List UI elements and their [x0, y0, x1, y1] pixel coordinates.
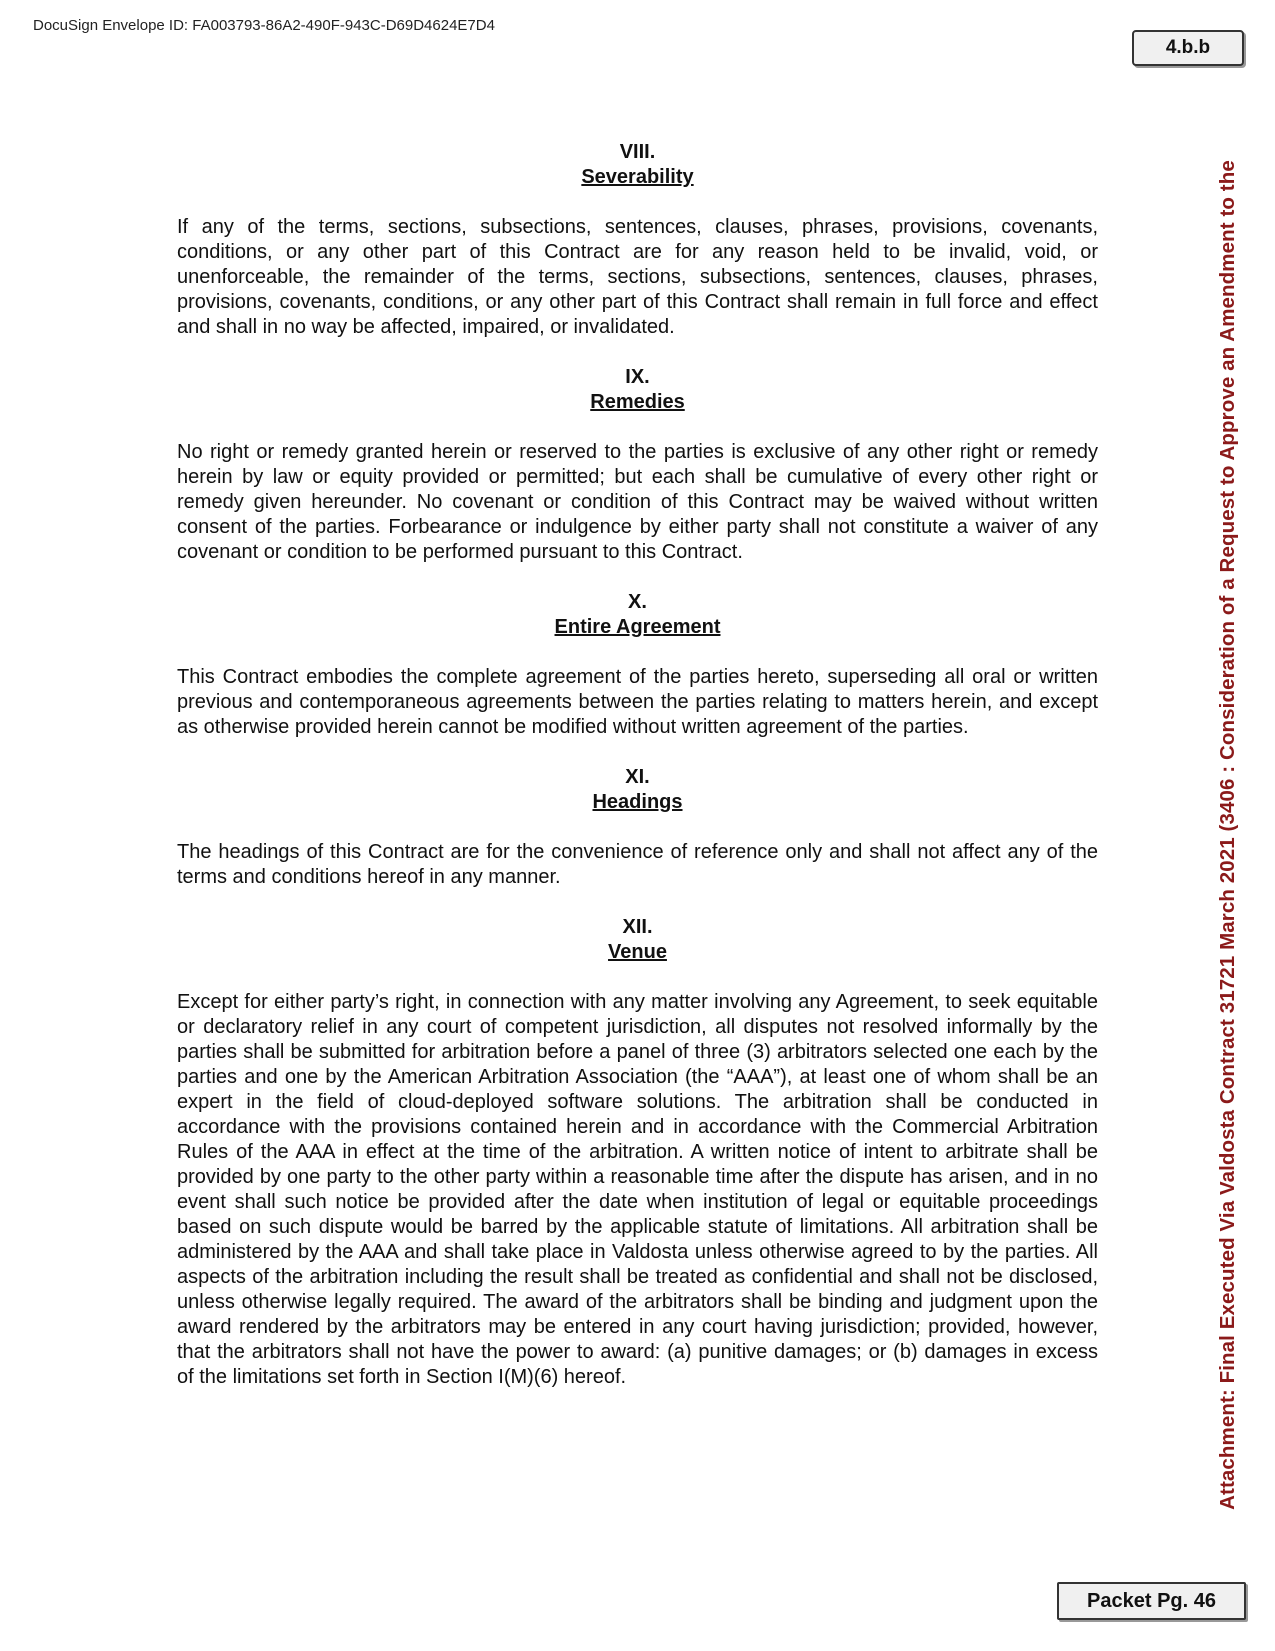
side-attachment-label-wrap [1213, 150, 1243, 1520]
section-title: Venue [608, 941, 667, 963]
section-venue [177, 915, 1098, 1390]
section-number: XII. [622, 916, 653, 938]
section-body: Except for either party’s right, in connection with any matter involving any Agreement, to seek equitable or declaratory relief in any court of competent jurisdiction, all disputes not resolved informally by the parties shall be submitted for arbitration before a panel of three (3) arbitrators selected one each by the parties and one by the American Arbitration Association (the “AAA”), at least one of whom shall be an expert in the field of cloud-deployed software solutions. The arbitration shall be conducted in accordance with the provisions contained herein and in accordance with the Commercial Arbitration Rules of the AAA in effect at the time of the arbitration. A written notice of intent to arbitrate shall be provided by one party to the other party within a reasonable time after the dispute has arisen, and in no event shall such notice be provided after the date when institution of legal or equitable proceedings based on such dispute would be barred by the applicable statute of limitations. All arbitration shall be administered by the AAA and shall take place in Valdosta unless otherwise agreed to by the parties. All aspects of the arbitration including the result shall be treated as confidential and shall not be disclosed, unless otherwise legally required. The award of the arbitrators shall be binding and judgment upon the award rendered by the arbitrators may be entered in any court having jurisdiction; provided, however, that the arbitrators shall not have the power to award: (a) punitive damages; or (b) damages in excess of the limitations set forth in Section I(M)(6) hereof. [177, 991, 1098, 1388]
section-remedies [177, 365, 1098, 565]
section-number: VIII. [619, 141, 656, 163]
item-number-badge: 4.b.b [1132, 30, 1244, 66]
side-attachment-label: Attachment: Final Executed Via Valdosta Contract 31721 March 2021 (3406 : Consideration of a Request to Approve an Amendment to the [1216, 160, 1239, 1510]
section-title: Headings [592, 791, 683, 813]
section-number: IX. [625, 366, 650, 388]
section-headings [177, 765, 1098, 890]
section-title: Entire Agreement [554, 616, 721, 638]
section-number: XI. [625, 766, 650, 788]
section-severability [177, 140, 1098, 340]
section-entire-agreement [177, 590, 1098, 740]
packet-page-badge: Packet Pg. 46 [1057, 1582, 1246, 1620]
section-body: The headings of this Contract are for the convenience of reference only and shall not affect any of the terms and conditions hereof in any manner. [177, 841, 1098, 888]
envelope-id: DocuSign Envelope ID: FA003793-86A2-490F-943C-D69D4624E7D4 [33, 17, 495, 34]
section-body: This Contract embodies the complete agreement of the parties hereto, superseding all oral or written previous and contemporaneous agreements between the parties relating to matters herein, and except as otherwise provided herein cannot be modified without written agreement of the parties. [177, 666, 1098, 738]
section-title: Severability [581, 166, 694, 188]
section-body: No right or remedy granted herein or reserved to the parties is exclusive of any other right or remedy herein by law or equity provided or permitted; but each shall be cumulative of every other right or remedy given hereunder. No covenant or condition of this Contract may be waived without written consent of the parties. Forbearance or indulgence by either party shall not constitute a waiver of any covenant or condition to be performed pursuant to this Contract. [177, 441, 1098, 563]
section-number: X. [628, 591, 647, 613]
section-body: If any of the terms, sections, subsections, sentences, clauses, phrases, provisions, covenants, conditions, or any other part of this Contract are for any reason held to be invalid, void, or unenforceable, the remainder of the terms, sections, subsections, sentences, clauses, phrases, provisions, covenants, conditions, or any other part of this Contract shall remain in full force and effect and shall in no way be affected, impaired, or invalidated. [177, 216, 1098, 338]
section-title: Remedies [590, 391, 685, 413]
contract-content [177, 140, 1098, 1415]
